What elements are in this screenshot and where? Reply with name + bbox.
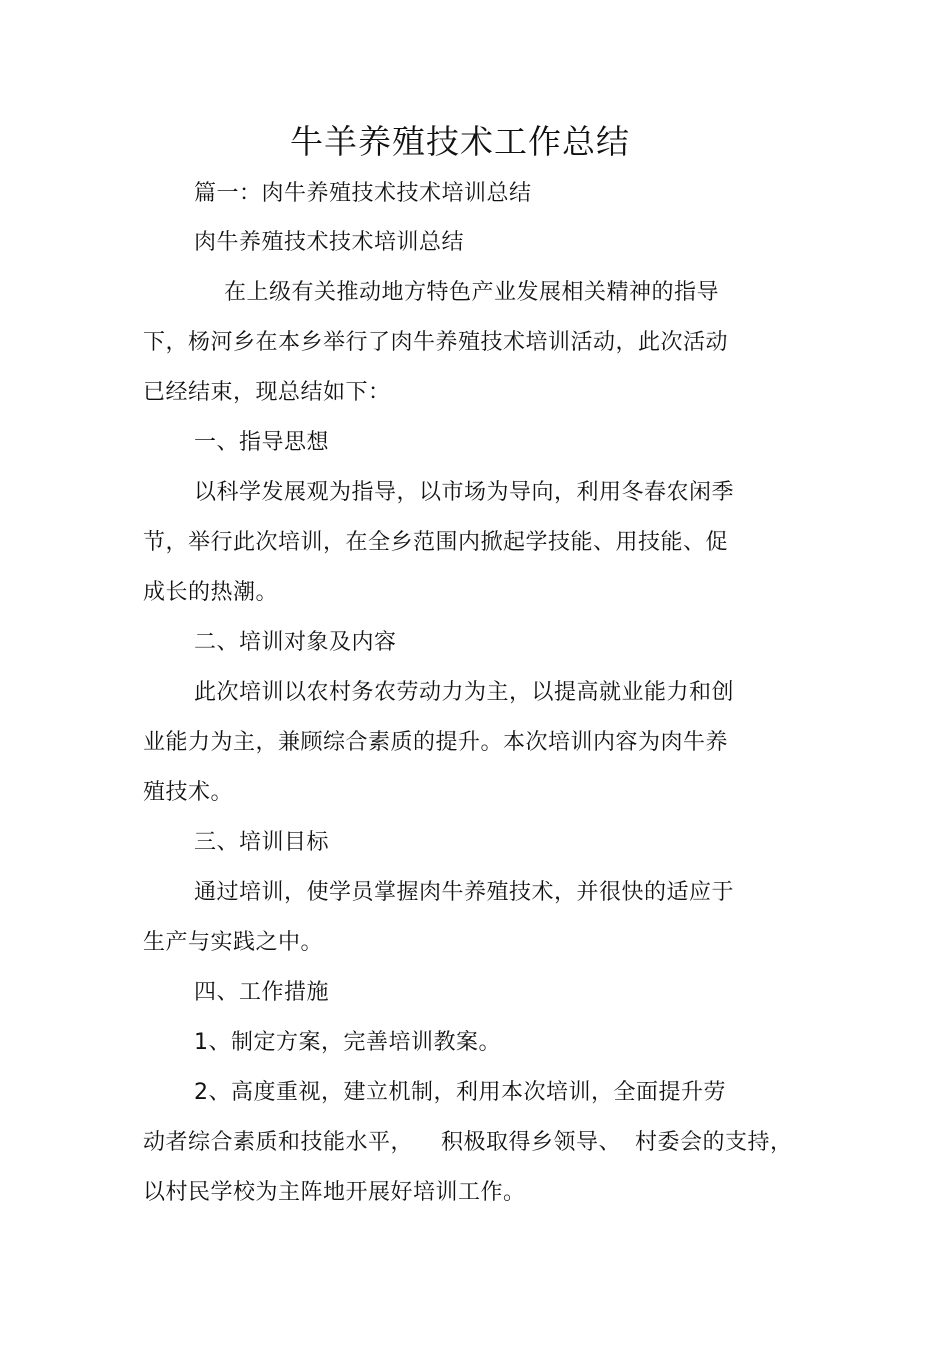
section4-heading: 四、工作措施 bbox=[194, 980, 330, 1005]
section4-item-2-line-3: 以村民学校为主阵地开展好培训工作。 bbox=[143, 1180, 526, 1205]
item-2-line-2-part-a: 动者综合素质和技能水平， bbox=[143, 1130, 414, 1155]
item-2-line-2-part-b: 积极取得乡领导、 bbox=[441, 1130, 622, 1155]
section4-item-2-line-2 bbox=[143, 1129, 793, 1157]
section4-item-2-line-1: 2、高度重视，建立机制，利用本次培训，全面提升劳 bbox=[194, 1080, 726, 1105]
section3-heading: 三、培训目标 bbox=[194, 830, 330, 855]
section2-line-2: 业能力为主，兼顾综合素质的提升。本次培训内容为肉牛养 bbox=[143, 730, 729, 755]
section-heading: 肉牛养殖技术技术培训总结 bbox=[194, 230, 465, 255]
section1-heading: 一、指导思想 bbox=[194, 430, 330, 455]
intro-line-3: 已经结束，现总结如下： bbox=[143, 380, 391, 405]
section1-line-1: 以科学发展观为指导，以市场为导向，利用冬春农闲季 bbox=[194, 480, 735, 505]
section2-line-1: 此次培训以农村务农劳动力为主，以提高就业能力和创 bbox=[194, 680, 735, 705]
section1-line-2: 节，举行此次培训，在全乡范围内掀起学技能、用技能、促 bbox=[143, 530, 729, 555]
document-title: 牛羊养殖技术工作总结 bbox=[290, 122, 630, 161]
section2-heading: 二、培训对象及内容 bbox=[194, 630, 397, 655]
section2-line-3: 殖技术。 bbox=[143, 780, 234, 805]
section1-line-3: 成长的热潮。 bbox=[143, 580, 279, 605]
section4-item-1: 1、制定方案，完善培训教案。 bbox=[194, 1030, 501, 1055]
intro-line-1: 在上级有关推动地方特色产业发展相关精神的指导 bbox=[224, 280, 720, 305]
item-2-line-2-part-c: 村委会的支持， bbox=[635, 1130, 793, 1155]
section3-line-2: 生产与实践之中。 bbox=[143, 930, 324, 955]
section3-line-1: 通过培训，使学员掌握肉牛养殖技术，并很快的适应于 bbox=[194, 880, 735, 905]
intro-line-2: 下，杨河乡在本乡举行了肉牛养殖技术培训活动，此次活动 bbox=[143, 330, 729, 355]
subtitle: 篇一：肉牛养殖技术技术培训总结 bbox=[194, 181, 532, 206]
